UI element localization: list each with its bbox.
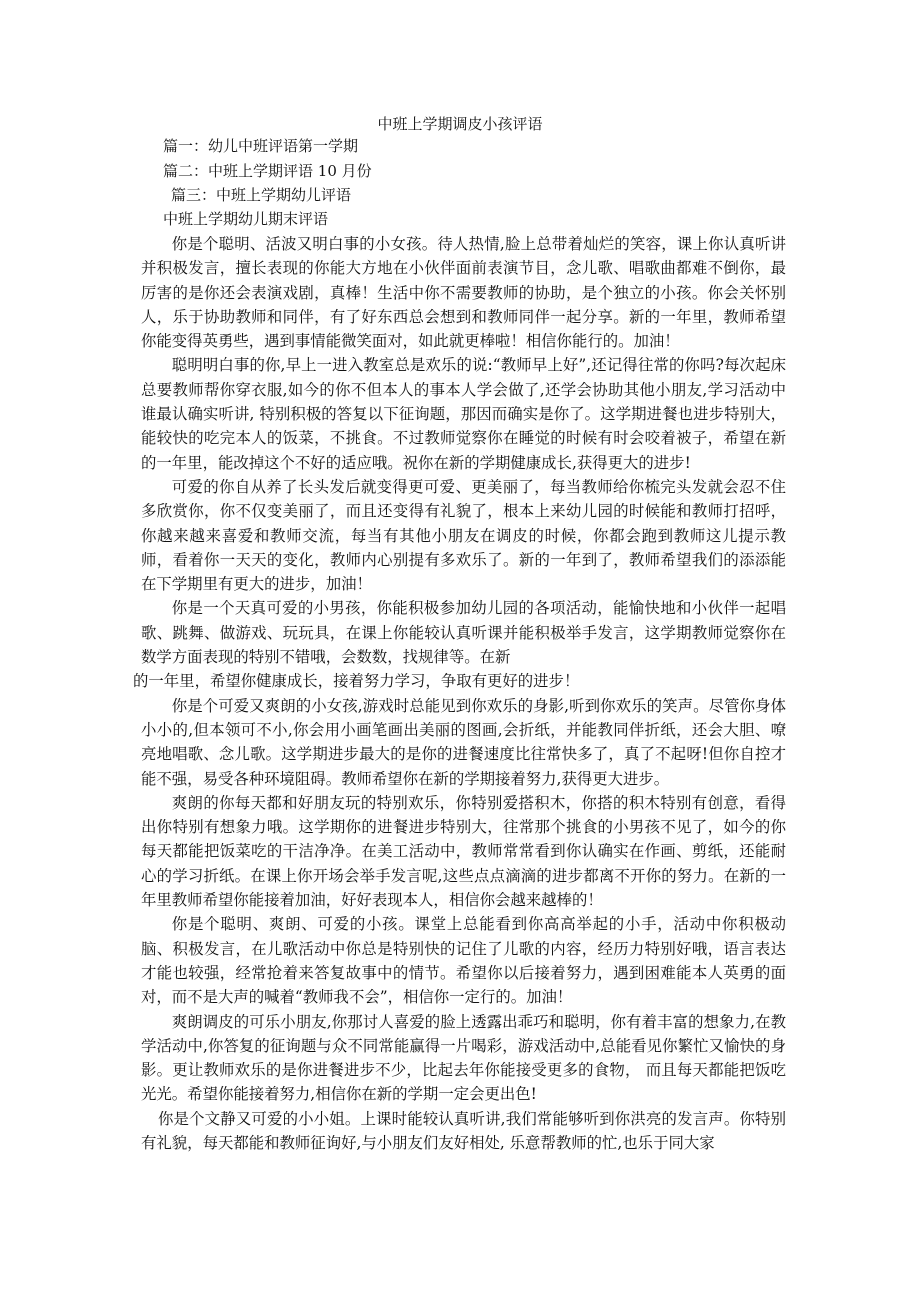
paragraph: 你是一个天真可爱的小男孩，你能积极参加幼儿园的各项活动，能愉快地和小伙伴一起唱歌、跳舞、做游戏、玩玩具，在课上你能较认真听课并能积极举手发言，这学期教师觉察你在数学方面表现的特别不错哦，会数数，找规律等。在新 bbox=[141, 599, 786, 667]
toc-item-1: 篇一：幼儿中班评语第一学期 bbox=[163, 137, 359, 155]
document-title: 中班上学期调皮小孩评语 bbox=[377, 115, 543, 133]
paragraph: 爽朗的你每天都和好朋友玩的特别欢乐，你特别爱搭积木，你搭的积木特别有创意，看得出你特别有想象力哦。这学期你的进餐进步特别大，往常那个挑食的小男孩不见了，如今的你每天都能把饭菜吃的干洁净净。在美工活动中，教师常常看到你认确实在作画、剪纸，还能耐心的学习折纸。在课上你开场会举手发言呢,这些点点滴滴的进步都离不开你的努力。在新的一年里教师希望你能接着加油，好好表现本人，相信你会越来越棒的！ bbox=[141, 793, 786, 910]
section-heading: 中班上学期幼儿期末评语 bbox=[163, 210, 329, 228]
paragraph: 你是个文静又可爱的小小姐。上课时能较认真听讲,我们常能够听到你洪亮的发言声。你特别有礼貌，每天都能和教师征询好,与小朋友们友好相处, 乐意帮教师的忙,也乐于同大家 bbox=[141, 1109, 786, 1152]
paragraph: 可爱的你自从养了长头发后就变得更可爱、更美丽了，每当教师给你梳完头发就会忍不住多欣赏你，你不仅变美丽了，而且还变得有礼貌了，根本上来幼儿园的时候能和教师打招呼，你越来越来喜爱和教师交流，每当有其他小朋友在调皮的时候，你都会跑到教师这儿提示教师，看着你一天天的变化，教师内心别提有多欢乐了。新的一年到了，教师希望我们的添添能在下学期里有更大的进步，加油！ bbox=[141, 477, 786, 594]
toc-item-2: 篇二：中班上学期评语 10 月份 bbox=[163, 162, 372, 180]
paragraph: 你是个聪明、爽朗、可爱的小孩。课堂上总能看到你高高举起的小手，活动中你积极动脑、积极发言，在儿歌活动中你总是特别快的记住了儿歌的内容，经历力特别好哦，语言表达才能也较强，经常抢着来答复故事中的情节。希望你以后接着努力，遇到困难能本人英勇的面对，而不是大声的喊着“教师我不会”，相信你一定行的。加油！ bbox=[141, 915, 786, 1007]
toc-item-3: 篇三：中班上学期幼儿评语 bbox=[171, 186, 352, 204]
paragraph: 爽朗调皮的可乐小朋友,你那讨人喜爱的脸上透露出乖巧和聪明，你有着丰富的想象力,在教学活动中,你答复的征询题与众不同常能赢得一片喝彩，游戏活动中,总能看见你繁忙又愉快的身影。更让教师欢乐的是你进餐进步不少，比起去年你能接受更多的食物， 而且每天都能把饭吃光光。希望你能接着努力,相信你在新的学期一定会更出色! bbox=[141, 1012, 786, 1104]
paragraph: 你是个聪明、活波又明白事的小女孩。待人热情,脸上总带着灿烂的笑容，课上你认真听讲并积极发言，擅长表现的你能大方地在小伙伴面前表演节目，念儿歌、唱歌曲都难不倒你，最厉害的是你还会表演戏剧，真棒！生活中你不需要教师的协助，是个独立的小孩。你会关怀别人，乐于协助教师和同伴，有了好东西总会想到和教师同伴一起分享。新的一年里，教师希望你能变得英勇些，遇到事情能微笑面对，如此就更棒啦！相信你能行的。加油！ bbox=[141, 235, 786, 351]
paragraph: 你是个可爱又爽朗的小女孩,游戏时总能见到你欢乐的身影,听到你欢乐的笑声。尽管你身体小小的,但本领可不小,你会用小画笔画出美丽的图画,会折纸，并能教同伴折纸，还会大胆、嘹亮地唱歌、念儿歌。这学期进步最大的是你的进餐速度比往常快多了，真了不起呀!但你自控才能不强，易受各种环境阻碍。教师希望你在新的学期接着努力,获得更大进步。 bbox=[141, 696, 786, 788]
paragraph: 聪明明白事的你,早上一进入教室总是欢乐的说:“教师早上好”,还记得往常的你吗?每次起床总要教师帮你穿衣服,如今的你不但本人的事本人学会做了,还学会协助其他小朋友,学习活动中谁最认确实听讲, 特别积极的答复以下征询题，那因而确实是你了。这学期进餐也进步特别大，能较快的吃完本人的饭菜，不挑食。不过教师觉察你在睡觉的时候有时会咬着被子，希望在新的一年里，能改掉这个不好的适应哦。祝你在新的学期健康成长,获得更大的进步! bbox=[141, 356, 786, 472]
paragraph-continuation: 的一年里，希望你健康成长，接着努力学习，争取有更好的进步！ bbox=[133, 672, 580, 691]
document-body bbox=[133, 232, 786, 1155]
